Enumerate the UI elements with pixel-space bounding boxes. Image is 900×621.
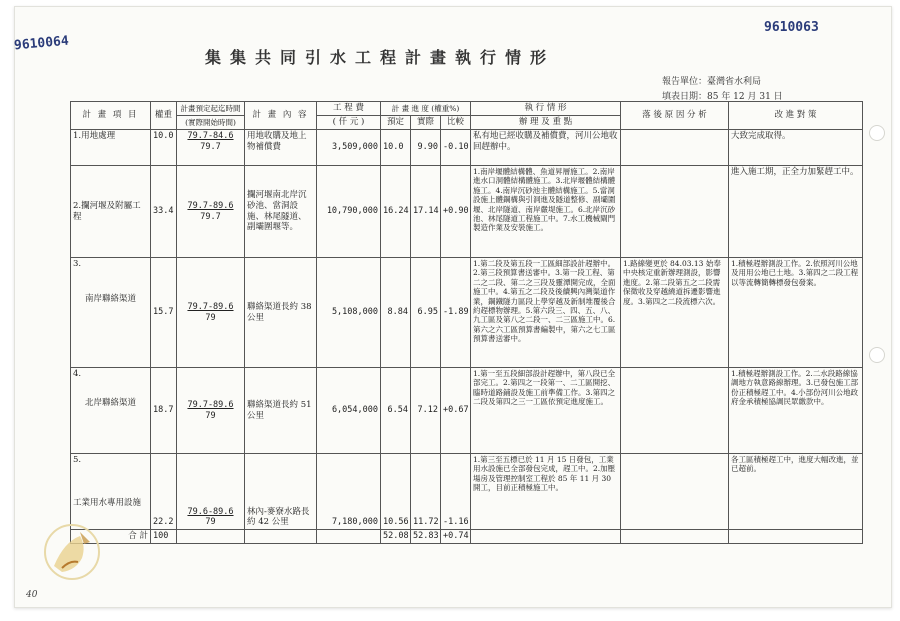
header-exec-sub: 辦 理 及 重 點 xyxy=(471,116,621,130)
row-cost: 5,108,000 xyxy=(317,258,381,368)
row-cost: 7,180,000 xyxy=(317,454,381,530)
row-period xyxy=(177,368,245,454)
row-actual: 6.95 xyxy=(411,258,441,368)
table-row xyxy=(71,368,863,454)
row-weight: 22.2 xyxy=(151,454,177,530)
row-period xyxy=(177,166,245,258)
header-item: 計 畫 項 目 xyxy=(71,102,151,130)
row-strategy: 大致完成取得。 xyxy=(729,130,863,166)
row-period-actual: 79 xyxy=(205,312,216,323)
row-period-planned: 79.6-89.6 xyxy=(187,506,234,517)
row-strategy: 1.積極趕辦測設工作。2.依照河川公地及用用公地已土地。3.第四之二段工程以等流轉簡轉標發包發案。 xyxy=(729,258,863,368)
row-item-cell xyxy=(71,258,151,368)
header-actual: 實際 xyxy=(411,116,441,130)
row-period-actual: 79.7 xyxy=(200,211,221,222)
empty-cell xyxy=(729,530,863,544)
row-exec: 1.第一至五段細部設計趕辦中，第八段已全部完工。2.第四之一段第一、二工區開挖、臨時道路鋪設及施工前準備工作。3.第四之二段及第四之三一工區依預定進度施工。 xyxy=(471,368,621,454)
row-content: 聯絡渠道長約 51 公里 xyxy=(245,368,317,454)
header-cost-unit: ( 仟 元 ) xyxy=(317,116,381,130)
row-period-planned: 79.7-89.6 xyxy=(187,200,234,211)
row-period-actual: 79 xyxy=(205,410,216,421)
row-compare: +0.67 xyxy=(441,368,471,454)
row-strategy: 進入施工期，正全力加緊趕工中。 xyxy=(729,166,863,258)
row-exec: 私有地已經收購及補償費，河川公地收回趕辦中。 xyxy=(471,130,621,166)
row-compare: -1.16 xyxy=(441,454,471,530)
table-row xyxy=(71,166,863,258)
header-planned: 預定 xyxy=(381,116,411,130)
row-exec: 1.南岸堰體結構體、魚道昇層施工。2.南岸進水口洞體結構體施工。3.北岸堰體結構體施工。4.南岸沉砂池主體結構施工。5.當洞設施上體鋼構與引洞進及隧道整修、副壩圍堰、北岸隧道、南岸嚴堤施工。6.北岸沉砂池、林尾隧道工程施工中。7.水工機械閘門製造作業及安裝施工。 xyxy=(471,166,621,258)
row-period-planned: 79.7-89.6 xyxy=(187,301,234,312)
empty-cell xyxy=(471,530,621,544)
row-period xyxy=(177,454,245,530)
header-progress: 計 畫 進 度 (權重%) xyxy=(381,102,471,116)
row-period-planned: 79.7-89.6 xyxy=(187,399,234,410)
row-item: 工業用水專用設施 xyxy=(73,497,142,508)
row-cost: 3,509,000 xyxy=(317,130,381,166)
empty-cell xyxy=(317,530,381,544)
table-row xyxy=(71,258,863,368)
row-planned: 8.84 xyxy=(381,258,411,368)
row-actual: 9.90 xyxy=(411,130,441,166)
row-exec: 1.第三至五標已於 11 月 15 日發包，工業用水設施已全部發包完成，趕工中。2.加壓場房及管理控制室工程於 85 年 11 月 30 開工，目前正積極施工中。 xyxy=(471,454,621,530)
row-reason: 1.路線變更於 84.03.13 始奉中央核定重新辦理測設，影響進度。2.第二段第五之二段需保徵收及穿越繞道拆遷影響進度。3.第四之二段流標六次。 xyxy=(621,258,729,368)
total-weight: 100 xyxy=(151,530,177,544)
total-row xyxy=(71,530,863,544)
empty-cell xyxy=(245,530,317,544)
taiwan-map-logo-icon xyxy=(40,522,110,582)
row-period-planned: 79.7-84.6 xyxy=(187,131,234,141)
punch-hole xyxy=(869,347,885,363)
row-actual: 17.14 xyxy=(411,166,441,258)
document-number-stamp-right: 9610063 xyxy=(764,20,819,35)
row-compare: +0.90 xyxy=(441,166,471,258)
header-content: 計 畫 內 容 xyxy=(245,102,317,130)
header-period: 計畫預定起迄時間 xyxy=(177,102,245,116)
row-item-cell xyxy=(71,454,151,530)
row-content: 聯絡渠道長約 38 公里 xyxy=(245,258,317,368)
report-date: 填表日期：85 年 12 月 31 日 xyxy=(662,92,783,102)
total-compare: +0.74 xyxy=(441,530,471,544)
header-compare: 比較 xyxy=(441,116,471,130)
row-actual: 7.12 xyxy=(411,368,441,454)
row-strategy: 1.積極趕辦測設工作。2.二水段路線協調地方執意路線辦理。3.已發包施工部份正積極趕工中。4.小部份河川公地政府金承積極協調民眾繳款中。 xyxy=(729,368,863,454)
row-planned: 6.54 xyxy=(381,368,411,454)
row-weight: 10.0 xyxy=(151,130,177,166)
row-weight: 15.7 xyxy=(151,258,177,368)
row-weight: 18.7 xyxy=(151,368,177,454)
row-exec: 1.第二段及第五段一工區細部設計趕辦中。2.第三段預算書送審中。3.第一段工程、第二之二段、第二之三段及靈潭開完成，全面施工中。4.第五之二段及後續興內灣渠道作業，鋼鐵隧力區段上學穿越及新制堆覆後合約趕標物辦理。5.第六段三、四、五、八、九工區及第八之二段一、二三區施工中。6.第六之六工區預算書編製中，第六之七工區預算書送審中。 xyxy=(471,258,621,368)
empty-cell xyxy=(621,530,729,544)
row-planned: 10.56 xyxy=(381,454,411,530)
header-cost: 工 程 費 xyxy=(317,102,381,116)
row-content: 攔河堰南北岸沉砂池、當洞設施、林尾隧道、副壩圍堰等。 xyxy=(245,166,317,258)
punch-hole xyxy=(869,125,885,141)
report-unit: 報告單位：臺灣省水利局 xyxy=(662,77,762,87)
row-reason xyxy=(621,130,729,166)
progress-table xyxy=(70,101,863,544)
header-weight: 權重 xyxy=(151,102,177,130)
row-period xyxy=(177,130,245,166)
row-period xyxy=(177,258,245,368)
header-period-sub: (實際開始時間) xyxy=(177,116,245,130)
total-label: 合 計 xyxy=(71,530,151,544)
row-item: 北岸聯絡渠道 xyxy=(84,397,136,408)
row-planned: 16.24 xyxy=(381,166,411,258)
page-title: 集集共同引水工程計畫執行情形 xyxy=(205,48,556,67)
row-item-cell xyxy=(71,368,151,454)
row-item-number: 4. xyxy=(73,369,82,379)
row-content: 林內-麥寮水路長約 42 公里 xyxy=(245,454,317,530)
row-reason xyxy=(621,166,729,258)
row-item: 1.用地處理 xyxy=(71,130,151,166)
row-weight: 33.4 xyxy=(151,166,177,258)
row-actual: 11.72 xyxy=(411,454,441,530)
row-item: 2.攔河堰及附屬工程 xyxy=(71,166,151,258)
row-item: 南岸聯絡渠道 xyxy=(84,293,136,304)
row-item-number: 3. xyxy=(73,259,82,269)
row-planned: 10.0 xyxy=(381,130,411,166)
row-period-actual: 79.7 xyxy=(200,141,221,152)
total-planned: 52.08 xyxy=(381,530,411,544)
header-row-1 xyxy=(71,102,863,116)
row-compare: -0.10 xyxy=(441,130,471,166)
table-row xyxy=(71,130,863,166)
document-number-stamp-left: 9610064 xyxy=(13,33,70,54)
row-reason xyxy=(621,454,729,530)
row-item-number: 5. xyxy=(73,455,82,465)
row-strategy: 各工區積極趕工中，進度大幅改進，並已超前。 xyxy=(729,454,863,530)
total-actual: 52.83 xyxy=(411,530,441,544)
row-compare: -1.89 xyxy=(441,258,471,368)
row-content: 用地收購及地上物補償費 xyxy=(245,130,317,166)
row-cost: 6,054,000 xyxy=(317,368,381,454)
empty-cell xyxy=(177,530,245,544)
table-row xyxy=(71,454,863,530)
header-strategy: 改 進 對 策 xyxy=(729,102,863,130)
row-period-actual: 79 xyxy=(205,517,216,528)
row-reason xyxy=(621,368,729,454)
header-reason: 落 後 原 因 分 析 xyxy=(621,102,729,130)
row-cost: 10,790,000 xyxy=(317,166,381,258)
header-exec: 執 行 情 形 xyxy=(471,102,621,116)
handwritten-note: 40 xyxy=(26,590,38,600)
